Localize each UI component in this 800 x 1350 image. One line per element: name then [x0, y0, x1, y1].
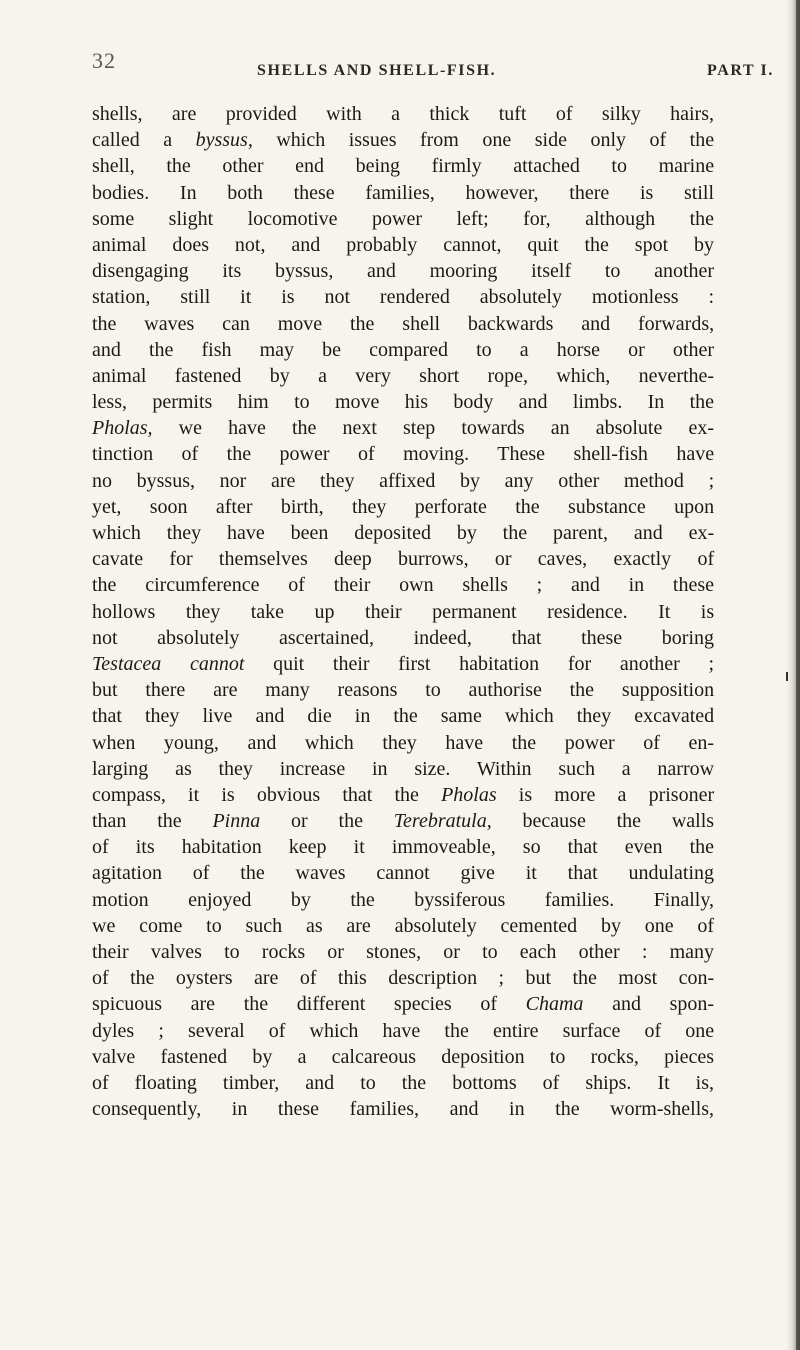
page-edge	[796, 0, 800, 1350]
text-line: the waves can move the shell backwards and forwards,	[92, 312, 715, 335]
text-line: bodies. In both these families, however, there is still	[92, 181, 715, 204]
text-line: called a byssus, which issues from one side only of the	[92, 129, 715, 152]
text-line: of its habitation keep it immoveable, so that even the	[92, 836, 715, 859]
running-title: SHELLS AND SHELL-FISH.	[257, 62, 497, 79]
text-line: dyles ; several of which have the entire surface of one	[92, 1019, 715, 1042]
page-number: 32	[92, 48, 116, 73]
text-line: shells, are provided with a thick tuft of silky hairs,	[92, 103, 715, 125]
text-line: less, permits him to move his body and limbs. In the	[92, 391, 715, 414]
text-line: but there are many reasons to authorise the supposition	[92, 679, 715, 702]
text-line: compass, it is obvious that the Pholas is more a prisoner	[92, 783, 715, 806]
text-line: station, still it is not rendered absolutely motionless :	[92, 286, 715, 309]
text-line: animal fastened by a very short rope, which, neverthe-	[92, 364, 715, 387]
text-line: not absolutely ascertained, indeed, that these boring	[92, 626, 715, 649]
text-line: of the oysters are of this description ; but the most con-	[92, 967, 715, 990]
body-text	[92, 101, 714, 1122]
text-line: disengaging its byssus, and mooring itself to another	[92, 260, 715, 283]
text-line: cavate for themselves deep burrows, or caves, exactly of	[92, 548, 715, 571]
text-line: motion enjoyed by the byssiferous families. Finally,	[92, 888, 715, 911]
text-line: animal does not, and probably cannot, quit the spot by	[92, 233, 715, 256]
text-line: agitation of the waves cannot give it that undulating	[92, 862, 714, 885]
text-line: spicuous are the different species of Chama and spon-	[92, 993, 715, 1016]
text-line: consequently, in these families, and in the worm-shells,	[92, 1098, 715, 1121]
text-line: we come to such as are absolutely cemented by one of	[92, 914, 715, 937]
text-line: the circumference of their own shells ; and in these	[92, 574, 714, 597]
text-line: no byssus, nor are they affixed by any other method ;	[92, 469, 715, 492]
part-label: PART I.	[707, 62, 774, 79]
text-line: that they live and die in the same which they excavated	[92, 705, 715, 728]
text-line: of floating timber, and to the bottoms of ships. It is,	[92, 1071, 714, 1094]
page-header	[92, 48, 774, 90]
text-line: and the fish may be compared to a horse or other	[92, 338, 714, 361]
text-line: their valves to rocks or stones, or to each other : many	[92, 941, 714, 963]
text-line: some slight locomotive power left; for, although the	[92, 207, 714, 230]
text-line: hollows they take up their permanent residence. It is	[92, 600, 715, 623]
text-line: than the Pinna or the Terebratula, because the walls	[92, 810, 715, 833]
text-line: tinction of the power of moving. These shell-fish have	[92, 443, 715, 466]
text-line: larging as they increase in size. Within such a narrow	[92, 757, 715, 780]
text-line: Testacea cannot quit their first habitation for another ;	[92, 652, 715, 675]
text-line: when young, and which they have the power of en-	[92, 731, 715, 754]
text-line: valve fastened by a calcareous deposition to rocks, pieces	[92, 1045, 715, 1068]
text-line: shell, the other end being firmly attached to marine	[92, 155, 715, 178]
text-line: Pholas, we have the next step towards an absolute ex-	[92, 417, 715, 440]
text-line: which they have been deposited by the parent, and ex-	[92, 522, 715, 544]
text-line: yet, soon after birth, they perforate the substance upon	[92, 495, 715, 518]
